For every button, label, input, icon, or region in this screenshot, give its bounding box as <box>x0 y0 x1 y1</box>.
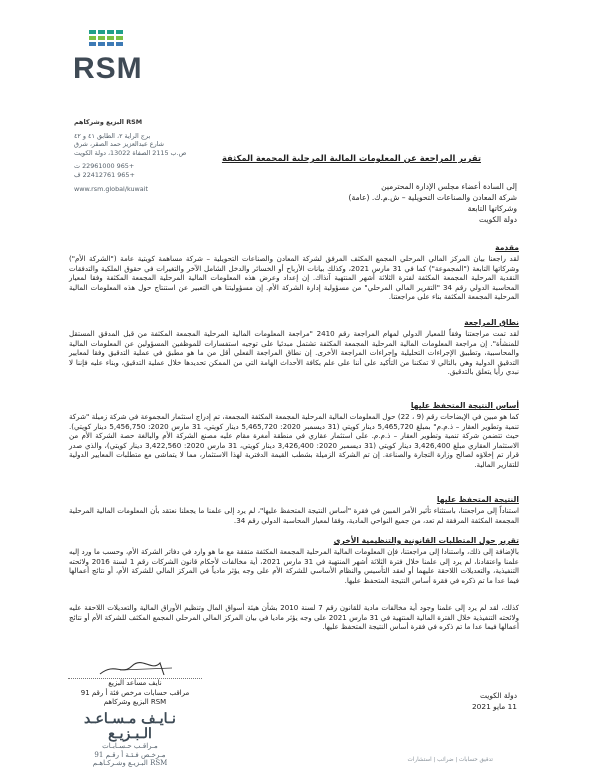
stamp-line: RSM البـزيـع وشـركـاهـم <box>92 759 168 767</box>
addressee-line: دولة الكويت <box>479 215 517 224</box>
section-legal-requirements <box>69 536 519 585</box>
section-heading: تقرير حول المتطلبات القانونية والتنظيمية الأخرى <box>333 536 519 545</box>
section-body: لقد راجعنا بيان المركز المالي المرحلي المجمع المكثف المرفق لشركة المعادن والصناعات التحويلية – شركة مساهمة كويتية عامة ("الشركة الأم") وشركاتها التابعة ("المجموعة") كما في 31 مارس 2021، وكذلك بيانات الأرباح أو الخسائر والدخل الشامل الآخر والتغيرات في حقوق الملكية والتدفقات النقدية المرحلية المجمعة المكثفة لفترة الثلاثة أشهر المنتهية آنذاك. إن إعداد وعرض هذه المعلومات المالية المرحلية المجمعة المكثفة وفقا لمعيار المحاسبة الدولي رقم 34 "التقرير المالي المرحلي" من مسؤولية إدارة الشركة الأم. إن مسؤوليتنا هي التعبير عن استنتاج حول هذه المعلومات المالية المرحلية المجمعة المكثفة بناء على مراجعتنا. <box>69 254 519 302</box>
address-line: برج الراية ٢، الطابق ٤١ و ٤٢ <box>74 131 151 140</box>
signatory-firm: RSM البزيع وشركاهم <box>103 698 167 706</box>
address-line: ص.ب 2115 الصفاة 13022، دولة الكويت <box>74 148 187 157</box>
section-heading: نطاق المراجعة <box>464 318 519 327</box>
section-basis-qualified <box>69 401 519 470</box>
section-scope <box>69 318 519 377</box>
stamp-line: مـرخـص فـئـة أ رقـم 91 <box>94 750 166 759</box>
logo-dot <box>98 30 105 34</box>
section-body: لقد تمت مراجعتنا وفقاً للمعيار الدولي لمهام المراجعة رقم 2410 "مراجعة المعلومات المالية المرحلية المجمعة المكثفة من قبل المدقق المستقل للمنشأة". إن مراجعة المعلومات المالية المرحلية المجمعة المكثفة تشتمل مبدئيا على توجيه استفسارات للموظفين المسؤولين عن المعلومات المالية والمحاسبية، وتطبيق الإجراءات التحليلية وإجراءات المراجعة الأخرى. إن نطاق المراجعة الفعلي أقل من ما هو مطبق في عملية التدقيق وفقا لمعايير التدقيق الدولية وهي بالتالي لا تمكننا من التأكيد على أننا على علم بكافة الأحداث الهامة التي من الممكن تحديدها خلال عملية التدقيق، وبناء عليه فإننا لا نبدي رأيا يتعلق بالتدقيق. <box>69 329 520 377</box>
firm-address-block <box>74 118 194 193</box>
auditor-stamp <box>70 712 190 768</box>
addressee-line: إلى السادة أعضاء مجلس الإدارة المحترمين <box>381 182 517 191</box>
page-footer: تدقيق حسابات | ضرائب | استشارات <box>407 757 493 763</box>
report-title: تقرير المراجعة عن المعلومات المالية المرحلية المجمعة المكثفة <box>221 153 481 163</box>
section-cma-law <box>69 603 519 632</box>
phone-number: +965 22961000 ت <box>74 162 135 171</box>
logo-text: RSM <box>73 52 143 85</box>
logo-dot <box>98 42 105 46</box>
stamp-name: نـايـف مـسـاعـد الـبـزيـع <box>84 711 176 742</box>
date-place: دولة الكويت <box>480 691 517 700</box>
addressee-line: شركة المعادن والصناعات التحويلية – ش.م.ك. (عامة) <box>348 193 517 202</box>
date-block <box>472 690 517 712</box>
logo-dot <box>89 42 96 46</box>
logo-dot <box>89 30 96 34</box>
section-body: كما هو مبين في الإيضاحات رقم (9 ، 22) حول المعلومات المالية المرحلية المجمعة المكثفة المجمعة، تم إدراج استثمار المجموعة في شركة زميلة "شركة تنمية وتطوير العقار – ذ.م.م" بمبلغ 5,465,720 دينار كويتي (31 ديسمبر 2020: 5,465,720 دينار كويتي، 31 مارس 2020: 5,456,750 دينار كويتي). حيث تتضمن شركة تنمية وتطوير العقار – ذ.م.م. على استثمار عقاري في منطقة أمغرة مقام عليه مصنع الشركة الأم والبالغة حصة الشركة الأم من الاستثمار العقاري مبلغ 3,426,400 دينار كويتي (31 ديسمبر 2020: 3,426,400 دينار كويتي، 31 مارس 2020: 3,422,560 دينار كويتي)، والذي صدر قرار تم إخلاؤه لصالح وزارة التجارة والصناعة. إن تم الشركة الزميلة بشطب القيمة الدفترية لهذا الاستثمار، مما لا يتماشى مع متطلبات المعايير الدولية للتقارير المالية. <box>69 412 519 469</box>
section-qualified-conclusion <box>69 495 519 525</box>
fax-number: +965 22412761 ف <box>74 170 135 179</box>
rsm-logo <box>73 30 143 86</box>
section-body: استناداً إلى مراجعتنا، باستثناء تأثير الأمر المبين في فقرة "أساس النتيجة المتحفظ عليها"، لم يرد إلى علمنا ما يجعلنا نعتقد بأن المعلومات المالية المرحلية المجمعة المكثفة المرفقة لم تعد، من جميع النواحي المادية، وفقا لمعيار المحاسبة الدولي رقم 34. <box>69 506 519 525</box>
logo-dot <box>107 36 114 40</box>
logo-dot <box>116 30 123 34</box>
handwritten-signature <box>60 658 210 678</box>
logo-dot <box>116 36 123 40</box>
logo-dot <box>89 36 96 40</box>
signature-block <box>60 658 210 708</box>
logo-dot <box>98 36 105 40</box>
stamp-line: مـراقـب حـسـابـات <box>102 742 158 750</box>
section-heading: النتيجة المتحفظ عليها <box>436 495 519 504</box>
address-line: شارع عبدالعزيز حمد الصقر، شرق <box>74 140 164 149</box>
section-heading: أساس النتيجة المتحفظ عليها <box>410 401 519 410</box>
signatory-name: نايف مساعد البزيع <box>108 679 162 687</box>
addressee-block <box>349 181 517 225</box>
logo-dot <box>107 30 114 34</box>
logo-dot <box>107 42 114 46</box>
section-heading: مقدمة <box>495 243 519 252</box>
section-introduction <box>69 243 519 302</box>
section-body: كذلك، لقد لم يرد إلى علمنا وجود أية مخالفات مادية للقانون رقم 7 لسنة 2010 بشأن هيئة أسواق المال وتنظيم الأوراق المالية والتعديلات اللاحقة عليه ولائحته التنفيذية خلال الفترة المالية المنتهية في 31 مارس 2021 على وجه يؤثر ماديا في بيان المركز المالي المرحلي المجمع المكثف للشركة الأم أو نتائج أعمالها فيما عدا ما تم ذكره في فقرة أساس النتيجة المتحفظ عليها. <box>69 603 519 632</box>
signatory-title: مراقب حسابات مرخص فئة أ رقم 91 <box>80 688 190 697</box>
logo-dot <box>116 42 123 46</box>
section-body: بالإضافة إلى ذلك، واستنادا إلى مراجعتنا، فإن المعلومات المالية المرحلية المجمعة المكثفة متفقة مع ما هو وارد في دفاتر الشركة الأم، وحسب ما ورد إليه علمنا واعتقادنا، لم يرد إلى علمنا خلال فترة الثلاثة أشهر المنتهية في 31 مارس 2021، أية مخالفات لأحكام قانون الشركات رقم 1 لسنة 2016 ولائحته التنفيذية، والتعديلات اللاحقة عليهما أو لعقد التأسيس والنظام الأساسي للشركة الأم على وجه يؤثر مادياً في المركز المالي للشركة الأم، أو نتائج أعمالها فيما عدا ما تم ذكره في فقرة أساس النتيجة المتحفظ عليها. <box>69 547 520 585</box>
firm-name: RSM البزيع وشركاهم <box>74 118 143 126</box>
logo-dots <box>89 30 143 46</box>
website-link[interactable]: www.rsm.global/kuwait <box>74 184 148 193</box>
addressee-line: وشركاتها التابعة <box>467 204 517 213</box>
date-value: 11 مايو 2021 <box>471 702 517 711</box>
